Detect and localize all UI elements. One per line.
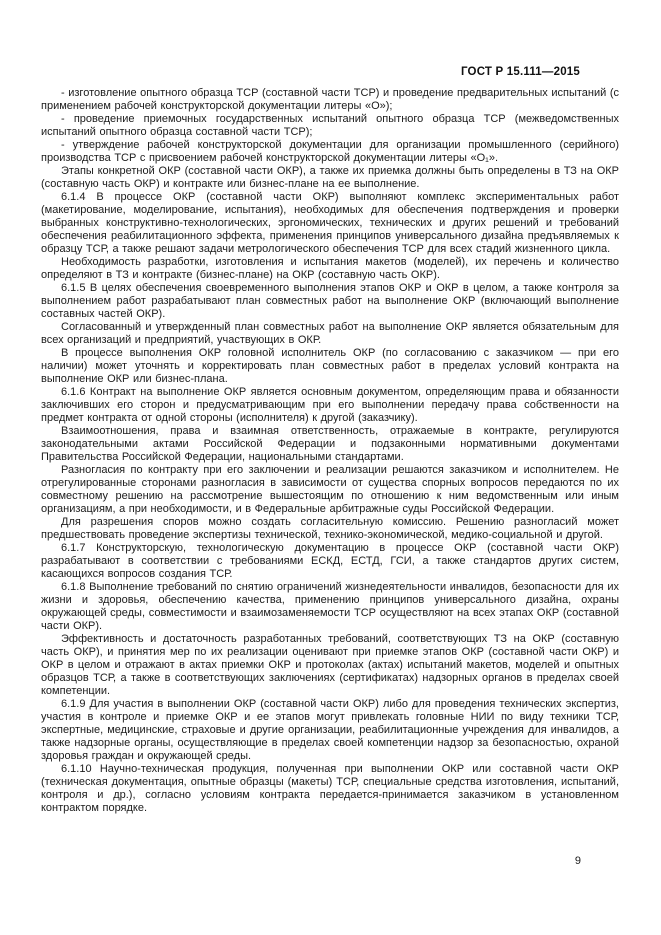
body-paragraph: 6.1.7 Конструкторскую, технологическую документацию в процессе ОКР (составной части ОКР) разрабатывают в соответствии с требованиями ЕСКД, ЕСТД, ГСИ, а также стандартов других систем, касающихся вопросов создания ТСР.	[41, 542, 619, 580]
body-paragraph: Этапы конкретной ОКР (составной части ОКР), а также их приемка должны быть определены в ТЗ на ОКР (составную часть ОКР) и контракте или бизнес-плане на ее выполнение.	[41, 165, 619, 190]
page-number: 9	[574, 855, 581, 867]
list-item-paragraph: - утверждение рабочей конструкторской документации для организации промышленного (серийного) производства ТСР с присвоением рабочей конструкторской документации литеры «О₁».	[41, 139, 619, 164]
body-paragraph: В процессе выполнения ОКР головной исполнитель ОКР (по согласованию с заказчиком — при его наличии) может уточнять и корректировать план совместных работ в пределах условий контракта на выполнение ОКР или бизнес-плана.	[41, 347, 619, 385]
body-paragraph: 6.1.9 Для участия в выполнении ОКР (составной части ОКР) либо для проведения технических экспертиз, участия в контроле и приемке ОКР и ее этапов могут привлекать головные НИИ по виду техники ТСР, экспертные, медицинские, страховые и другие организации, реабилитационные учреждения для инвалидов, а также надзорные органы, осуществляющие в пределах своей компетенции надзор за безопасностью, охраной здоровья граждан и окружающей среды.	[41, 698, 619, 762]
body-paragraph: Взаимоотношения, права и взаимная ответственность, отражаемые в контракте, регулируются законодательными актами Российской Федерации и подзаконными нормативными документами Правительства Российской Федерации, национальными стандартами.	[41, 425, 619, 463]
body-paragraph: Для разрешения споров можно создать согласительную комиссию. Решению разногласий может предшествовать проведение экспертизы технической, технико-экономической, медико-социальной и другой.	[41, 516, 619, 541]
list-item-paragraph: - изготовление опытного образца ТСР (составной части ТСР) и проведение предварительных испытаний (с применением рабочей конструкторской документации литеры «О»);	[41, 87, 619, 112]
body-paragraph: Эффективность и достаточность разработанных требований, соответствующих ТЗ на ОКР (составную часть ОКР), и принятия мер по их реализации оценивают при приемке этапов ОКР (составной части ОКР) и ОКР в целом и отражают в актах приемки ОКР и протоколах (актах) испытаний макетов, моделей и опытных образцов ТСР, а также в соответствующих заключениях (сертификатах) надзорных органов в пределах своей компетенции.	[41, 633, 619, 697]
document-body	[41, 87, 619, 815]
list-item-paragraph: - проведение приемочных государственных испытаний опытного образца ТСР (межведомственных испытаний опытного образца составной части ТСР);	[41, 113, 619, 138]
body-paragraph: Необходимость разработки, изготовления и испытания макетов (моделей), их перечень и количество определяют в ТЗ и контракте (бизнес-плане) на ОКР (составную часть ОКР).	[41, 256, 619, 281]
body-paragraph: 6.1.5 В целях обеспечения своевременного выполнения этапов ОКР и ОКР в целом, а также контроля за выполнением работ разрабатывают план совместных работ на выполнение ОКР (включающий выполнение составных частей ОКР).	[41, 282, 619, 320]
body-paragraph: 6.1.6 Контракт на выполнение ОКР является основным документом, определяющим права и обязанности заключивших его сторон и предусматривающим при его выполнении передачу права собственности на предмет контракта от одной стороны (исполнителя) к другой (заказчику).	[41, 386, 619, 424]
running-header: ГОСТ Р 15.111—2015	[460, 66, 580, 78]
body-paragraph: 6.1.4 В процессе ОКР (составной части ОКР) выполняют комплекс экспериментальных работ (макетирование, моделирование, испытания), необходимых для обеспечения подтверждения и проверки выбранных конструктивно-технологических, эргономических, технических и других решений и требований обеспечения реабилитационного эффекта, применения принципов универсального дизайна предъявляемых к образцу ТСР, а также решают задачи метрологического обеспечения ТСР для всех стадий жизненного цикла.	[41, 191, 619, 255]
body-paragraph: 6.1.10 Научно-техническая продукция, полученная при выполнении ОКР или составной части ОКР (техническая документация, опытные образцы (макеты) ТСР, специальные средства изготовления, испытаний, контроля и др.), согласно условиям контракта передается-принимается заказчиком в установленном контрактом порядке.	[41, 763, 619, 814]
body-paragraph: Согласованный и утвержденный план совместных работ на выполнение ОКР является обязательным для всех организаций и предприятий, участвующих в ОКР.	[41, 321, 619, 346]
body-paragraph: 6.1.8 Выполнение требований по снятию ограничений жизнедеятельности инвалидов, безопасности для их жизни и здоровья, обеспечению качества, применению принципов универсального дизайна, охраны окружающей среды, совместимости и взаимозаменяемости ТСР осуществляют на всех этапах ОКР (составной части ОКР).	[41, 581, 619, 632]
body-paragraph: Разногласия по контракту при его заключении и реализации решаются заказчиком и исполнителем. Не отрегулированные сторонами разногласия в зависимости от существа спорных вопросов передаются по их совместному решению на рассмотрение вышестоящим по отношению к ним ведомственным или иным организациям, а при необходимости, и в Федеральные арбитражные суды Российской Федерации.	[41, 464, 619, 515]
